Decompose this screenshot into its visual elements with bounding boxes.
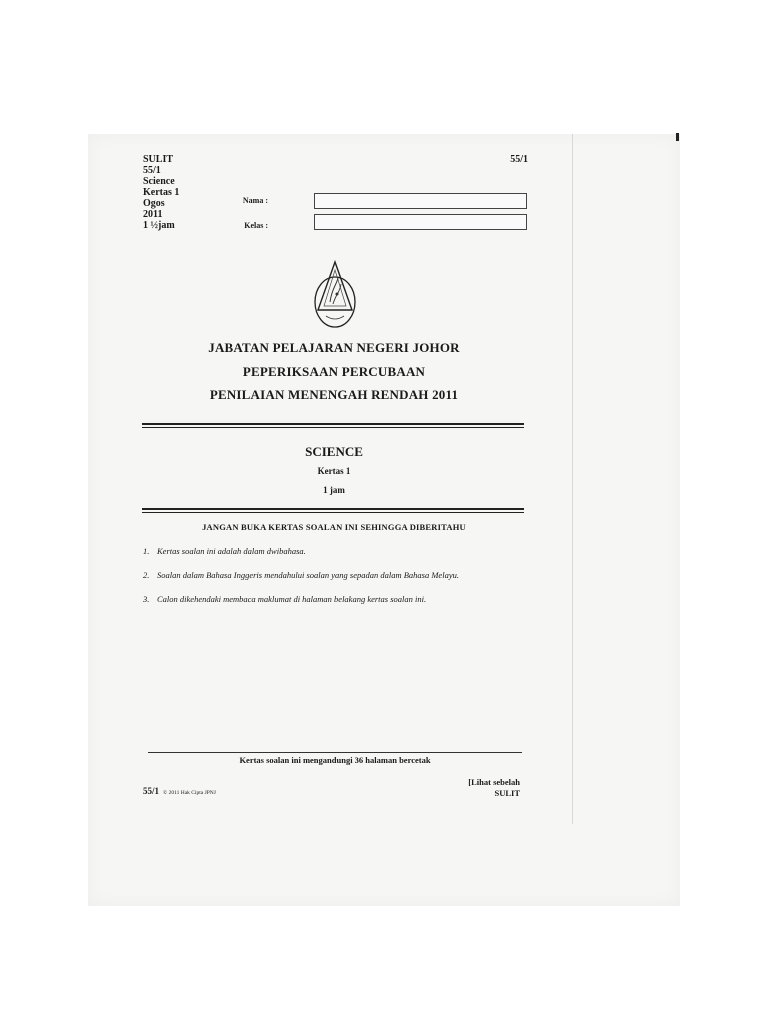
title-divider-thin <box>142 427 524 428</box>
header-line: 1 ½jam <box>143 220 175 231</box>
class-label: Kelas : <box>244 221 268 230</box>
instruction-number: 3. <box>143 594 150 604</box>
copyright-notice: © 2011 Hak Cipta JPNJ <box>163 790 216 796</box>
instruction-item <box>143 594 543 604</box>
page-count-note: Kertas soalan ini mengandungi 36 halaman bercetak <box>239 755 431 765</box>
subject-divider <box>142 508 524 510</box>
footer-code: 55/1 <box>143 786 160 796</box>
header-line: Science <box>143 176 175 187</box>
exam-title: PEPERIKSAAN PERCUBAAN <box>242 364 426 379</box>
instruction-number: 2. <box>143 570 150 580</box>
footer-divider <box>148 752 522 753</box>
exam-duration: 1 jam <box>323 485 345 495</box>
subject-divider-thin <box>142 512 524 513</box>
department-title: JABATAN PELAJARAN NEGERI JOHOR <box>208 340 460 355</box>
state-crest-icon <box>306 258 364 330</box>
header-line: SULIT <box>143 154 174 165</box>
sulit-mark: SULIT <box>494 788 520 798</box>
page-edge-line <box>572 134 573 824</box>
turn-over-note: [Lihat sebelah <box>468 777 520 787</box>
instruction-item <box>143 546 543 556</box>
footer-right <box>440 777 520 799</box>
footer-left <box>143 786 216 796</box>
instruction-text: Kertas soalan ini adalah dalam dwibahasa. <box>157 546 306 556</box>
header-line: 2011 <box>143 209 163 220</box>
subject-name: SCIENCE <box>305 444 363 459</box>
assessment-title: PENILAIAN MENENGAH RENDAH 2011 <box>209 387 459 402</box>
paper-number: Kertas 1 <box>317 466 351 476</box>
name-field[interactable] <box>314 193 527 209</box>
header-line: Kertas 1 <box>143 187 180 198</box>
instruction-text: Calon dikehendaki membaca maklumat di halaman belakang kertas soalan ini. <box>157 594 427 604</box>
name-label: Nama : <box>242 196 268 205</box>
title-divider <box>142 423 524 425</box>
header-line: 55/1 <box>143 165 161 176</box>
paper-code: 55/1 <box>510 154 528 165</box>
instruction-text: Soalan dalam Bahasa Inggeris mendahului soalan yang sepadan dalam Bahasa Melayu. <box>157 570 459 580</box>
class-field[interactable] <box>314 214 527 230</box>
do-not-open-warning: JANGAN BUKA KERTAS SOALAN INI SEHINGGA DIBERITAHU <box>202 522 466 532</box>
instruction-number: 1. <box>143 546 150 556</box>
header-info <box>143 154 179 231</box>
instruction-item <box>143 570 543 580</box>
scan-corner-mark <box>676 133 679 141</box>
header-line: Ogos <box>143 198 165 209</box>
